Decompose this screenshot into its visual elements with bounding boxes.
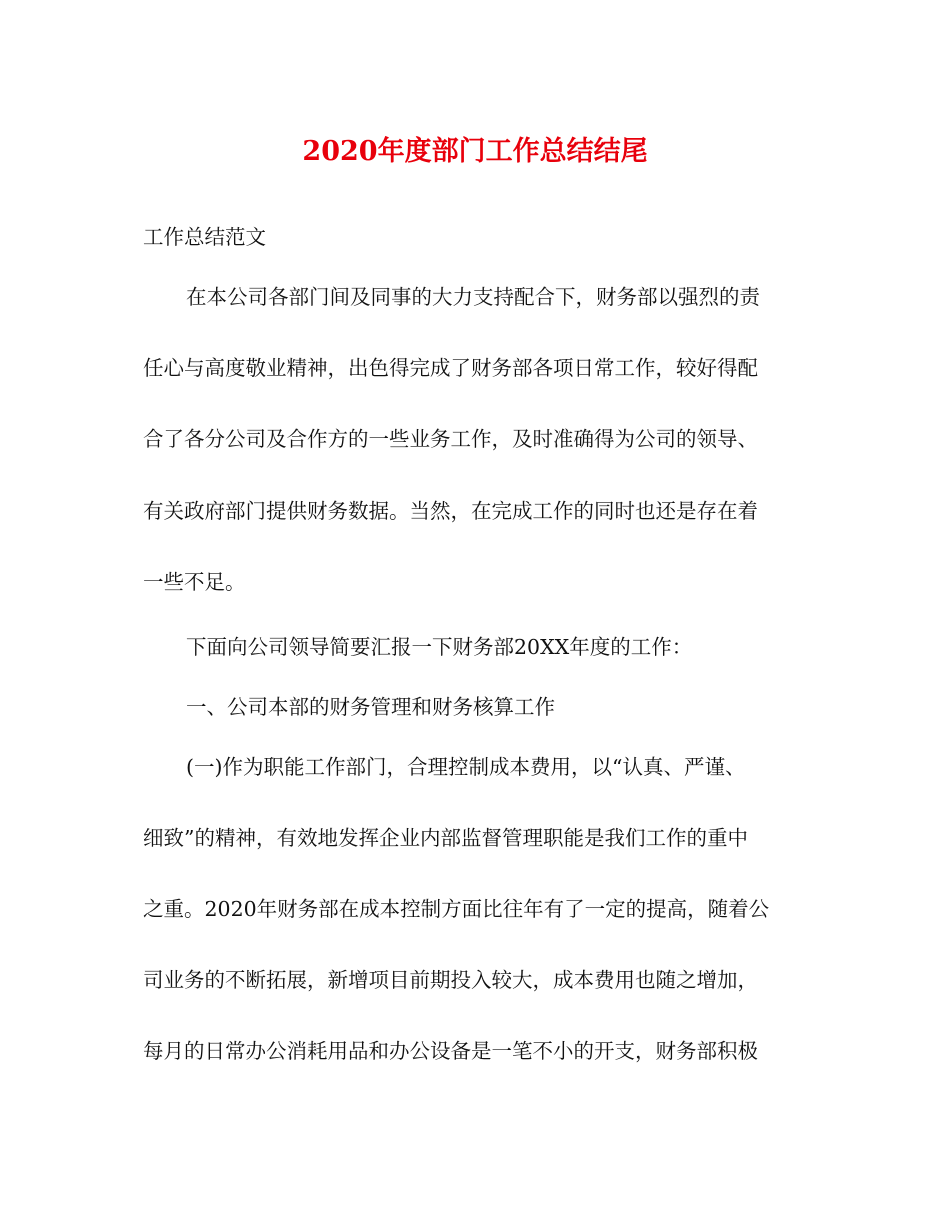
paragraph-line: 有关政府部门提供财务数据。当然，在完成工作的同时也还是存在着 xyxy=(143,499,758,523)
paragraph-line: 任心与高度敬业精神，出色得完成了财务部各项日常工作，较好得配 xyxy=(143,356,758,380)
paragraph-line: 细致”的精神，有效地发挥企业内部监督管理职能是我们工作的重中 xyxy=(143,826,748,850)
paragraph-line: 每月的日常办公消耗用品和办公设备是一笔不小的开支，财务部积极 xyxy=(143,1039,758,1063)
paragraph-line: 司业务的不断拓展，新增项目前期投入较大，成本费用也随之增加， xyxy=(143,968,758,992)
document-title: 2020年度部门工作总结结尾 xyxy=(302,136,648,167)
paragraph-line: 合了各分公司及合作方的一些业务工作，及时准确得为公司的领导、 xyxy=(143,427,758,451)
paragraph-line: 之重。2020年财务部在成本控制方面比往年有了一定的提高，随着公 xyxy=(143,897,770,921)
section-heading: 一、公司本部的财务管理和财务核算工作 xyxy=(186,695,555,719)
paragraph-line: 下面向公司领导简要汇报一下财务部20XX年度的工作： xyxy=(186,635,693,659)
paragraph-line: 一些不足。 xyxy=(143,570,246,594)
section-label: 工作总结范文 xyxy=(143,225,266,249)
paragraph-line: (一)作为职能工作部门，合理控制成本费用，以“认真、严谨、 xyxy=(186,755,746,779)
paragraph-line: 在本公司各部门间及同事的大力支持配合下，财务部以强烈的责 xyxy=(186,285,760,309)
